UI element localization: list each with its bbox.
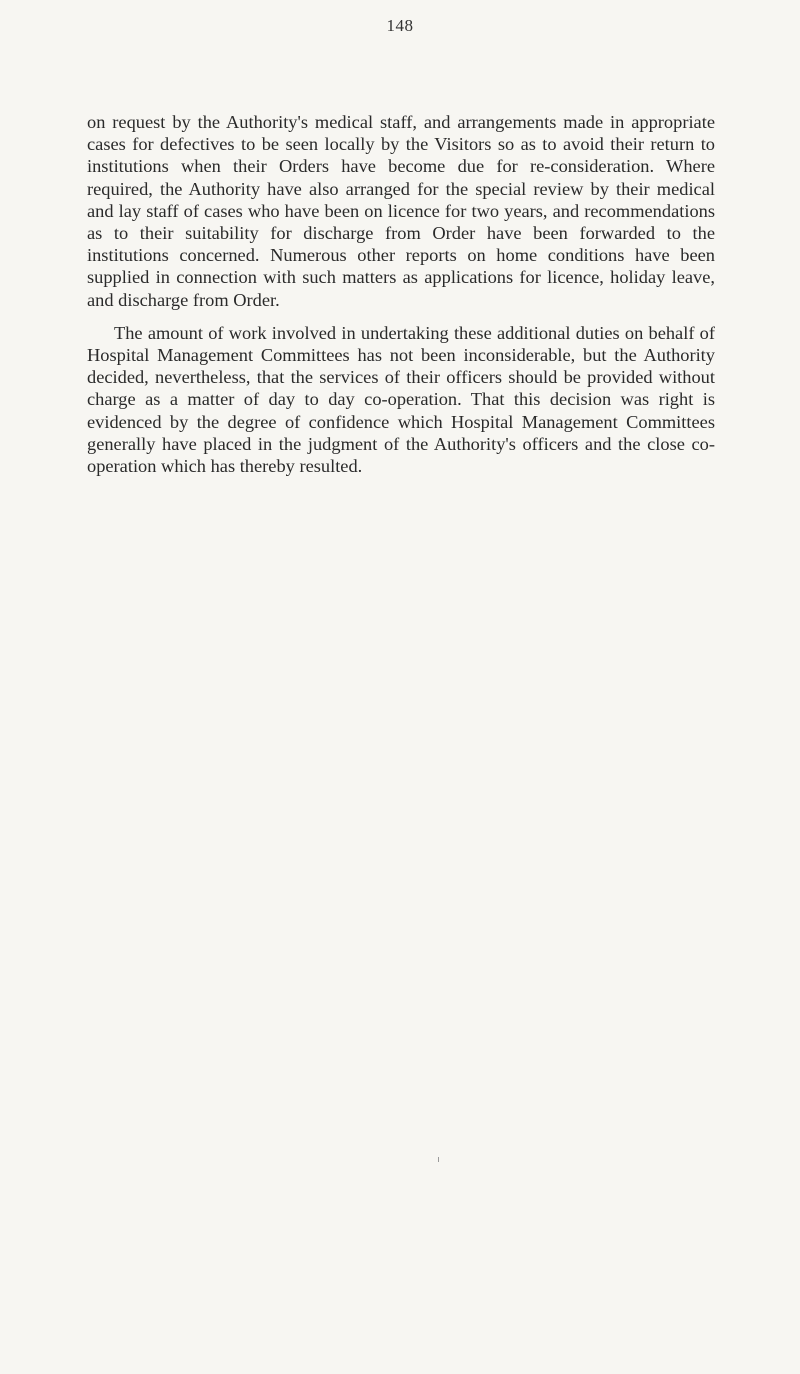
page-number: 148 (386, 16, 414, 35)
scan-speck (438, 1157, 439, 1162)
paragraph-1: on request by the Authority's medical staff, and arrangements made in appropriate cases for defectives to be seen locally by the Visitors so as to avoid their return to institutions when their Orders have become due for re-consideration. Where required, the Authority have also arranged for the special review by their medical and lay staff of cases who have been on licence for two years, and recommendations as to their suitability for discharge from Order have been forwarded to the institutions concerned. Numerous other reports on home conditions have been supplied in connection with such matters as applications for licence, holiday leave, and discharge from Order. (87, 112, 715, 310)
body-text (87, 111, 715, 477)
paragraph-2: The amount of work involved in undertaking these additional duties on behalf of Hospital Management Committees has not been inconsiderable, but the Authority decided, nevertheless, that the services of their officers should be provided without charge as a matter of day to day co-operation. That this decision was right is evidenced by the degree of confidence which Hospital Management Committees generally have placed in the judgment of the Authority's officers and the close co-operation which has thereby resulted. (87, 322, 715, 477)
